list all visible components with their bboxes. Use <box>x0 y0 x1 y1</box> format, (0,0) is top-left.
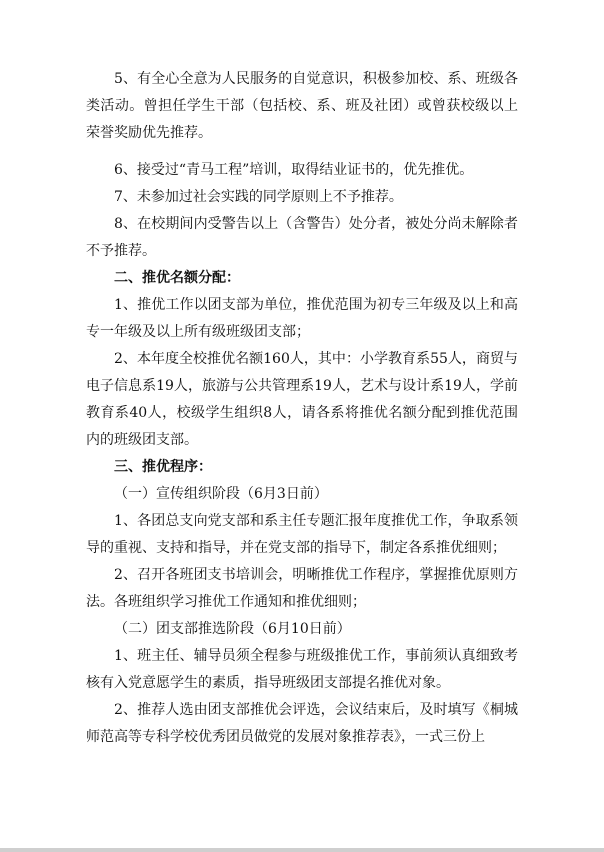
subsection-heading-publicity: （一）宣传组织阶段（6月3日前） <box>114 486 328 502</box>
paragraph-quota-2: 2、本年度全校推优名额160人，其中：小学教育系55人，商贸与电子信息系19人，旅游与公共管理系19人，艺术与设计系19人，学前教育系40人，校级学生组织8人，请各系将推优名额分配到推优范围内的班级团支部。 <box>86 351 518 448</box>
paragraph-item-8: 8、在校期间内受警告以上（含警告）处分者，被处分尚未解除者不予推荐。 <box>86 216 518 259</box>
section-heading-quota: 二、推优名额分配： <box>114 270 240 286</box>
paragraph-selection-1: 1、班主任、辅导员须全程参与班级推优工作，事前须认真细致考核有入党意愿学生的素质，指导班级团支部提名推优对象。 <box>86 648 518 691</box>
subsection-heading-selection: （二）团支部推选阶段（6月10日前） <box>114 621 351 637</box>
paragraph-publicity-1: 1、各团总支向党支部和系主任专题汇报年度推优工作，争取系领导的重视、支持和指导，并在党支部的指导下，制定各系推优细则； <box>86 513 518 556</box>
section-heading-procedure: 三、推优程序： <box>114 459 212 475</box>
paragraph-item-5: 5、有全心全意为人民服务的自觉意识，积极参加校、系、班级各类活动。曾担任学生干部（包括校、系、班及社团）或曾获校级以上荣誉奖励优先推荐。 <box>86 71 518 141</box>
paragraph-item-7: 7、未参加过社会实践的同学原则上不予推荐。 <box>114 189 403 205</box>
paragraph-selection-2: 2、推荐人选由团支部推优会评选，会议结束后，及时填写《桐城师范高等专科学校优秀团员做党的发展对象推荐表》，一式三份上 <box>86 702 518 745</box>
paragraph-item-6: 6、接受过“青马工程”培训，取得结业证书的，优先推优。 <box>114 162 474 178</box>
paragraph-quota-1: 1、推优工作以团支部为单位，推优范围为初专三年级及以上和高专一年级及以上所有级班级团支部； <box>86 297 518 340</box>
paragraph-publicity-2: 2、召开各班团支书培训会，明晰推优工作程序，掌握推优原则方法。各班组织学习推优工作通知和推优细则； <box>86 567 518 610</box>
page-bottom-edge <box>0 848 604 852</box>
